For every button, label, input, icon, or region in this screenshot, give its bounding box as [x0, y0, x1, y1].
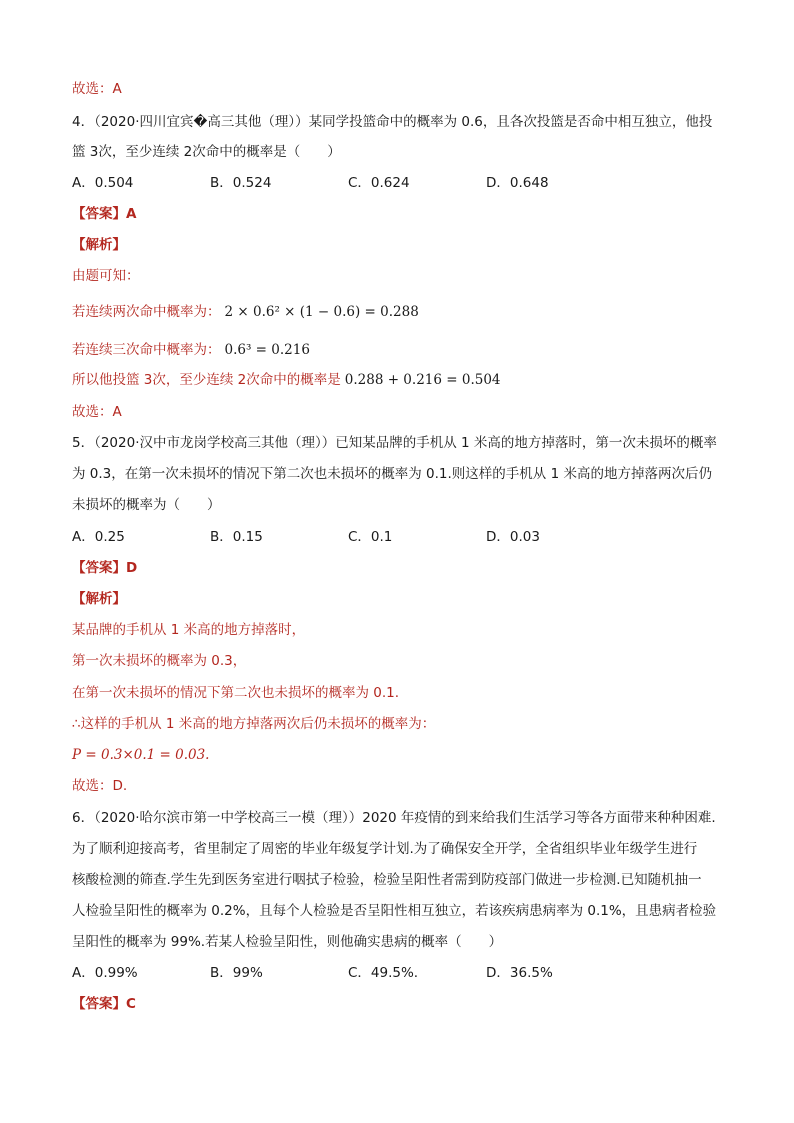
- q6-option-d: D．36.5%: [486, 965, 553, 981]
- q5-stem-line1: 5．（2020·汉中市龙岗学校高三其他（理））已知某品牌的手机从 1 米高的地方掉落时，第一次未损坏的概率: [72, 435, 717, 451]
- q4-analysis-heading: 【解析】: [72, 237, 126, 253]
- q6-option-a: A．0.99%: [72, 965, 138, 981]
- q5-option-c: C．0.1: [348, 529, 393, 545]
- q5-option-b: B．0.15: [210, 529, 263, 545]
- q4-solution-line4-formula: 0.288 + 0.216 = 0.504: [344, 372, 501, 388]
- q6-option-c: C．49.5%.: [348, 965, 419, 981]
- q6-stem-line5: 呈阳性的概率为 99%.若某人检验呈阳性，则他确实患病的概率（ ）: [72, 934, 503, 950]
- q4-option-a: A．0.504: [72, 175, 134, 191]
- q4-solution-line2-text: 若连续两次命中概率为：: [72, 304, 221, 320]
- q5-solution-line5: P = 0.3×0.1 = 0.03.: [72, 747, 210, 763]
- q6-stem-line4: 人检验呈阳性的概率为 0.2%，且每个人检验是否呈阳性相互独立，若该疾病患病率为 0.1%，且患病者检验: [72, 903, 717, 919]
- q6-stem-line1: 6．（2020·哈尔滨市第一中学校高三一模（理））2020 年疫情的到来给我们生活学习等各方面带来种种困难.: [72, 810, 716, 826]
- q4-solution-line3: [72, 341, 310, 359]
- q4-solution-line2: [72, 303, 419, 321]
- q5-answer: 【答案】D: [72, 560, 138, 576]
- q6-answer: 【答案】C: [72, 996, 136, 1012]
- q4-option-b: B．0.524: [210, 175, 272, 191]
- q5-analysis-heading: 【解析】: [72, 591, 126, 607]
- q5-choice: 故选：D.: [72, 778, 128, 794]
- q5-solution-line3: 在第一次未损坏的情况下第二次也未损坏的概率为 0.1.: [72, 685, 400, 701]
- q3-choice: 故选：A: [72, 81, 122, 97]
- q4-solution-line1: 由题可知：: [72, 268, 140, 284]
- q4-solution-line4: [72, 371, 501, 389]
- q4-solution-line2-formula: 2 × 0.6² × (1 − 0.6) = 0.288: [224, 304, 419, 320]
- q5-solution-line1: 某品牌的手机从 1 米高的地方掉落时，: [72, 622, 306, 638]
- q6-stem-line2: 为了顺利迎接高考，省里制定了周密的毕业年级复学计划.为了确保安全开学，全省组织毕业年级学生进行: [72, 841, 698, 857]
- q5-solution-line4: ∴这样的手机从 1 米高的地方掉落两次后仍未损坏的概率为：: [72, 716, 436, 732]
- q4-choice: 故选：A: [72, 404, 122, 420]
- q5-stem-line3: 未损坏的概率为（ ）: [72, 497, 221, 513]
- q4-option-c: C．0.624: [348, 175, 410, 191]
- q4-stem-line1: 4．（2020·四川宜宾�高三其他（理））某同学投篮命中的概率为 0.6，且各次投篮是否命中相互独立，他投: [72, 114, 713, 130]
- q6-option-b: B．99%: [210, 965, 263, 981]
- q6-stem-line3: 核酸检测的筛查.学生先到医务室进行咽拭子检验，检验呈阳性者需到防疫部门做进一步检测.已知随机抽一: [72, 872, 702, 888]
- q4-solution-line3-text: 若连续三次命中概率为：: [72, 342, 221, 358]
- q4-solution-line3-formula: 0.6³ = 0.216: [224, 342, 310, 358]
- q4-stem-line2: 篮 3次，至少连续 2次命中的概率是（ ）: [72, 144, 341, 160]
- q5-solution-line2: 第一次未损坏的概率为 0.3，: [72, 653, 247, 669]
- q5-option-a: A．0.25: [72, 529, 125, 545]
- q5-stem-line2: 为 0.3，在第一次未损坏的情况下第二次也未损坏的概率为 0.1.则这样的手机从 1 米高的地方掉落两次后仍: [72, 466, 712, 482]
- q5-option-d: D．0.03: [486, 529, 540, 545]
- q4-answer: 【答案】A: [72, 206, 137, 222]
- q4-option-d: D．0.648: [486, 175, 549, 191]
- q4-solution-line4-text: 所以他投篮 3次，至少连续 2次命中的概率是: [72, 372, 341, 388]
